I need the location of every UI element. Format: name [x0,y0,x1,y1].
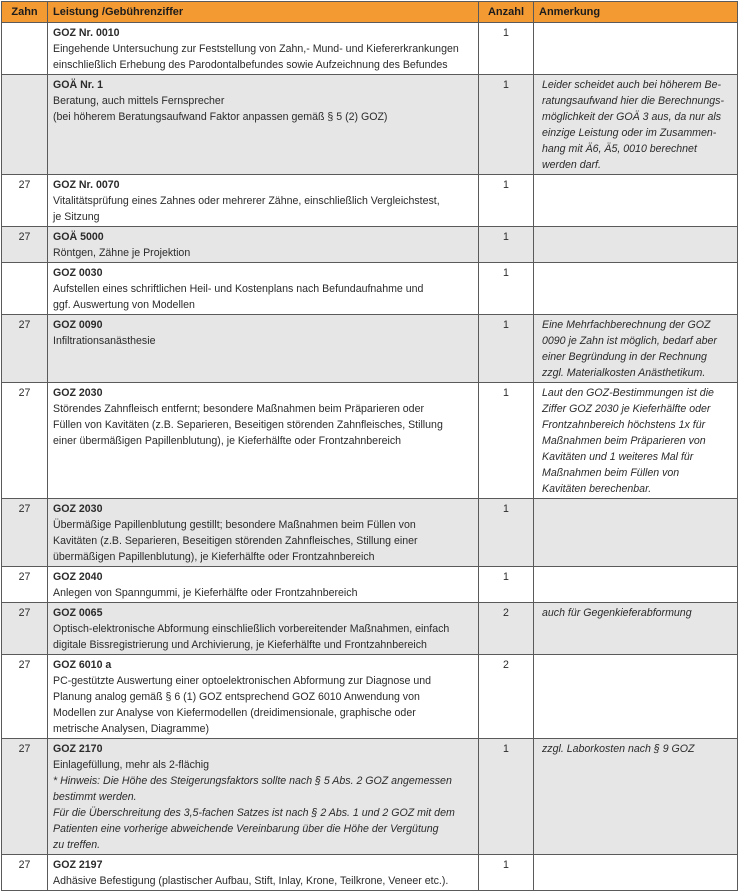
fee-description: PC-gestützte Auswertung einer optoelektronischen Abformung zur Diagnose und Planung analog gemäß § 6 (1) GOZ entsprechend GOZ 6010 Anwendung von Modellen zur Analyse von Kiefermodellen (dreidimensionale, graphische oder metrische Analysen, Diagramme) [53,675,432,735]
zahn-cell: 27 [2,739,48,855]
table-row [2,603,738,655]
leistung-cell [48,603,479,655]
zahn-cell: 27 [2,227,48,263]
table-row [2,23,738,75]
anzahl-cell: 1 [479,175,534,227]
zahn-cell [2,75,48,175]
anzahl-cell: 1 [479,315,534,383]
leistung-cell [48,175,479,227]
anmerkung-cell [534,227,738,263]
leistung-cell [48,855,479,891]
leistung-cell [48,499,479,567]
anzahl-cell: 1 [479,499,534,567]
fee-code: GOZ 0030 [53,267,103,279]
table-row [2,175,738,227]
fee-description: Aufstellen eines schriftlichen Heil- und Kostenplans nach Befundaufnahme und ggf. Auswertung von Modellen [53,283,424,311]
leistung-cell [48,739,479,855]
fee-code: GOZ 2170 [53,743,103,755]
zahn-cell: 27 [2,383,48,499]
leistung-cell [48,227,479,263]
anzahl-cell: 1 [479,75,534,175]
fee-code: GOZ Nr. 0010 [53,27,120,39]
zahn-cell: 27 [2,315,48,383]
fee-code: GOZ 2197 [53,859,103,871]
fee-description: Vitalitätsprüfung eines Zahnes oder mehrerer Zähne, einschließlich Vergleichstest, je Sitzung [53,195,440,223]
table-row [2,383,738,499]
fee-description: Eingehende Untersuchung zur Feststellung von Zahn,- Mund- und Kiefererkrankungen einschließlich Erhebung des Parodontalbefundes sowie Aufzeichnung des Befundes [53,43,459,71]
header-zahn: Zahn [2,2,48,23]
anmerkung-cell [534,567,738,603]
header-leistung: Leistung /Gebührenziffer [48,2,479,23]
anmerkung-cell: zzgl. Laborkosten nach § 9 GOZ [534,739,738,855]
table-row [2,263,738,315]
zahn-cell: 27 [2,567,48,603]
anzahl-cell: 1 [479,567,534,603]
table-row [2,499,738,567]
table-row [2,227,738,263]
fee-description: Beratung, auch mittels Fernsprecher (bei höherem Beratungsaufwand Faktor anpassen gemäß § 5 (2) GOZ) [53,95,388,123]
anzahl-cell: 1 [479,23,534,75]
anzahl-cell: 2 [479,603,534,655]
anmerkung-cell: Leider scheidet auch bei höherem Be- ratungsaufwand hier die Berechnungs- möglichkeit der GOÄ 3 aus, da nur als einzige Leistung oder im Zusammen- hang mit Ä6, Ä5, 0010 berechnet werden darf. [534,75,738,175]
leistung-cell [48,655,479,739]
anzahl-cell: 1 [479,739,534,855]
fee-code: GOZ 6010 a [53,659,112,671]
anmerkung-cell [534,175,738,227]
header-anzahl: Anzahl [479,2,534,23]
fee-code: GOZ 0065 [53,607,103,619]
leistung-cell [48,263,479,315]
fee-code: GOÄ 5000 [53,231,104,243]
leistung-cell [48,75,479,175]
fee-description: Infiltrationsanästhesie [53,335,156,347]
anmerkung-cell: Laut den GOZ-Bestimmungen ist die Ziffer GOZ 2030 je Kieferhälfte oder Frontzahnbereich höchstens 1x für Maßnahmen beim Präparieren von Kavitäten und 1 weiteres Mal für Maßnahmen beim Füllen von Kavitäten berechenbar. [534,383,738,499]
anmerkung-cell [534,499,738,567]
anzahl-cell: 1 [479,383,534,499]
table-row [2,75,738,175]
table-row [2,739,738,855]
anmerkung-cell [534,263,738,315]
fee-description: Röntgen, Zähne je Projektion [53,247,191,259]
fee-description: Störendes Zahnfleisch entfernt; besondere Maßnahmen beim Präparieren oder Füllen von Kavitäten (z.B. Separieren, Beseitigen störenden Zahnfleisches, Stillung einer übermäßigen Papillenblutung), je Kieferhälfte oder Frontzahnbereich [53,403,443,447]
fee-code: GOÄ Nr. 1 [53,79,104,91]
anmerkung-cell [534,855,738,891]
fee-description: Adhäsive Befestigung (plastischer Aufbau, Stift, Inlay, Krone, Teilkrone, Veneer etc.). [53,875,449,887]
fee-code: GOZ 0090 [53,319,103,331]
fee-description: Übermäßige Papillenblutung gestillt; besondere Maßnahmen beim Füllen von Kavitäten (z.B. Separieren, Beseitigen störenden Zahnfleisches, Stillung einer übermäßigen Papillenblutung), je Kieferhälfte oder Frontzahnbereich [53,519,418,563]
anmerkung-cell [534,23,738,75]
zahn-cell [2,263,48,315]
fee-code: GOZ 2030 [53,503,103,515]
fee-table [1,1,738,891]
anmerkung-cell [534,655,738,739]
zahn-cell [2,23,48,75]
anzahl-cell: 1 [479,227,534,263]
anmerkung-cell: Eine Mehrfachberechnung der GOZ 0090 je Zahn ist möglich, bedarf aber einer Begründung in der Rechnung zzgl. Materialkosten Anästhetikum. [534,315,738,383]
fee-code: GOZ 2030 [53,387,103,399]
zahn-cell: 27 [2,855,48,891]
fee-description: Optisch-elektronische Abformung einschließlich vorbereitender Maßnahmen, einfach digitale Bissregistrierung und Archivierung, je Kieferhälfte und Frontzahnbereich [53,623,450,651]
fee-description: Einlagefüllung, mehr als 2-flächig [53,759,210,771]
table-row [2,655,738,739]
anmerkung-cell: auch für Gegenkieferabformung [534,603,738,655]
anzahl-cell: 2 [479,655,534,739]
table-header-row [2,2,738,23]
table-row [2,315,738,383]
header-anmerkung: Anmerkung [534,2,738,23]
leistung-cell [48,567,479,603]
anzahl-cell: 1 [479,263,534,315]
leistung-cell [48,23,479,75]
fee-hint: * Hinweis: Die Höhe des Steigerungsfaktors sollte nach § 5 Abs. 2 GOZ angemessen bestimmt werden. Für die Überschreitung des 3,5-fachen Satzes ist nach § 2 Abs. 1 und 2 GOZ mit dem Patienten eine vorherige abweichende Vereinbarung über die Höhe der Vergütung zu treffen. [53,775,455,851]
fee-code: GOZ 2040 [53,571,103,583]
zahn-cell: 27 [2,175,48,227]
fee-description: Anlegen von Spanngummi, je Kieferhälfte oder Frontzahnbereich [53,587,358,599]
table-row [2,567,738,603]
table-row [2,855,738,891]
zahn-cell: 27 [2,603,48,655]
leistung-cell [48,315,479,383]
zahn-cell: 27 [2,499,48,567]
leistung-cell [48,383,479,499]
fee-code: GOZ Nr. 0070 [53,179,120,191]
anzahl-cell: 1 [479,855,534,891]
zahn-cell: 27 [2,655,48,739]
